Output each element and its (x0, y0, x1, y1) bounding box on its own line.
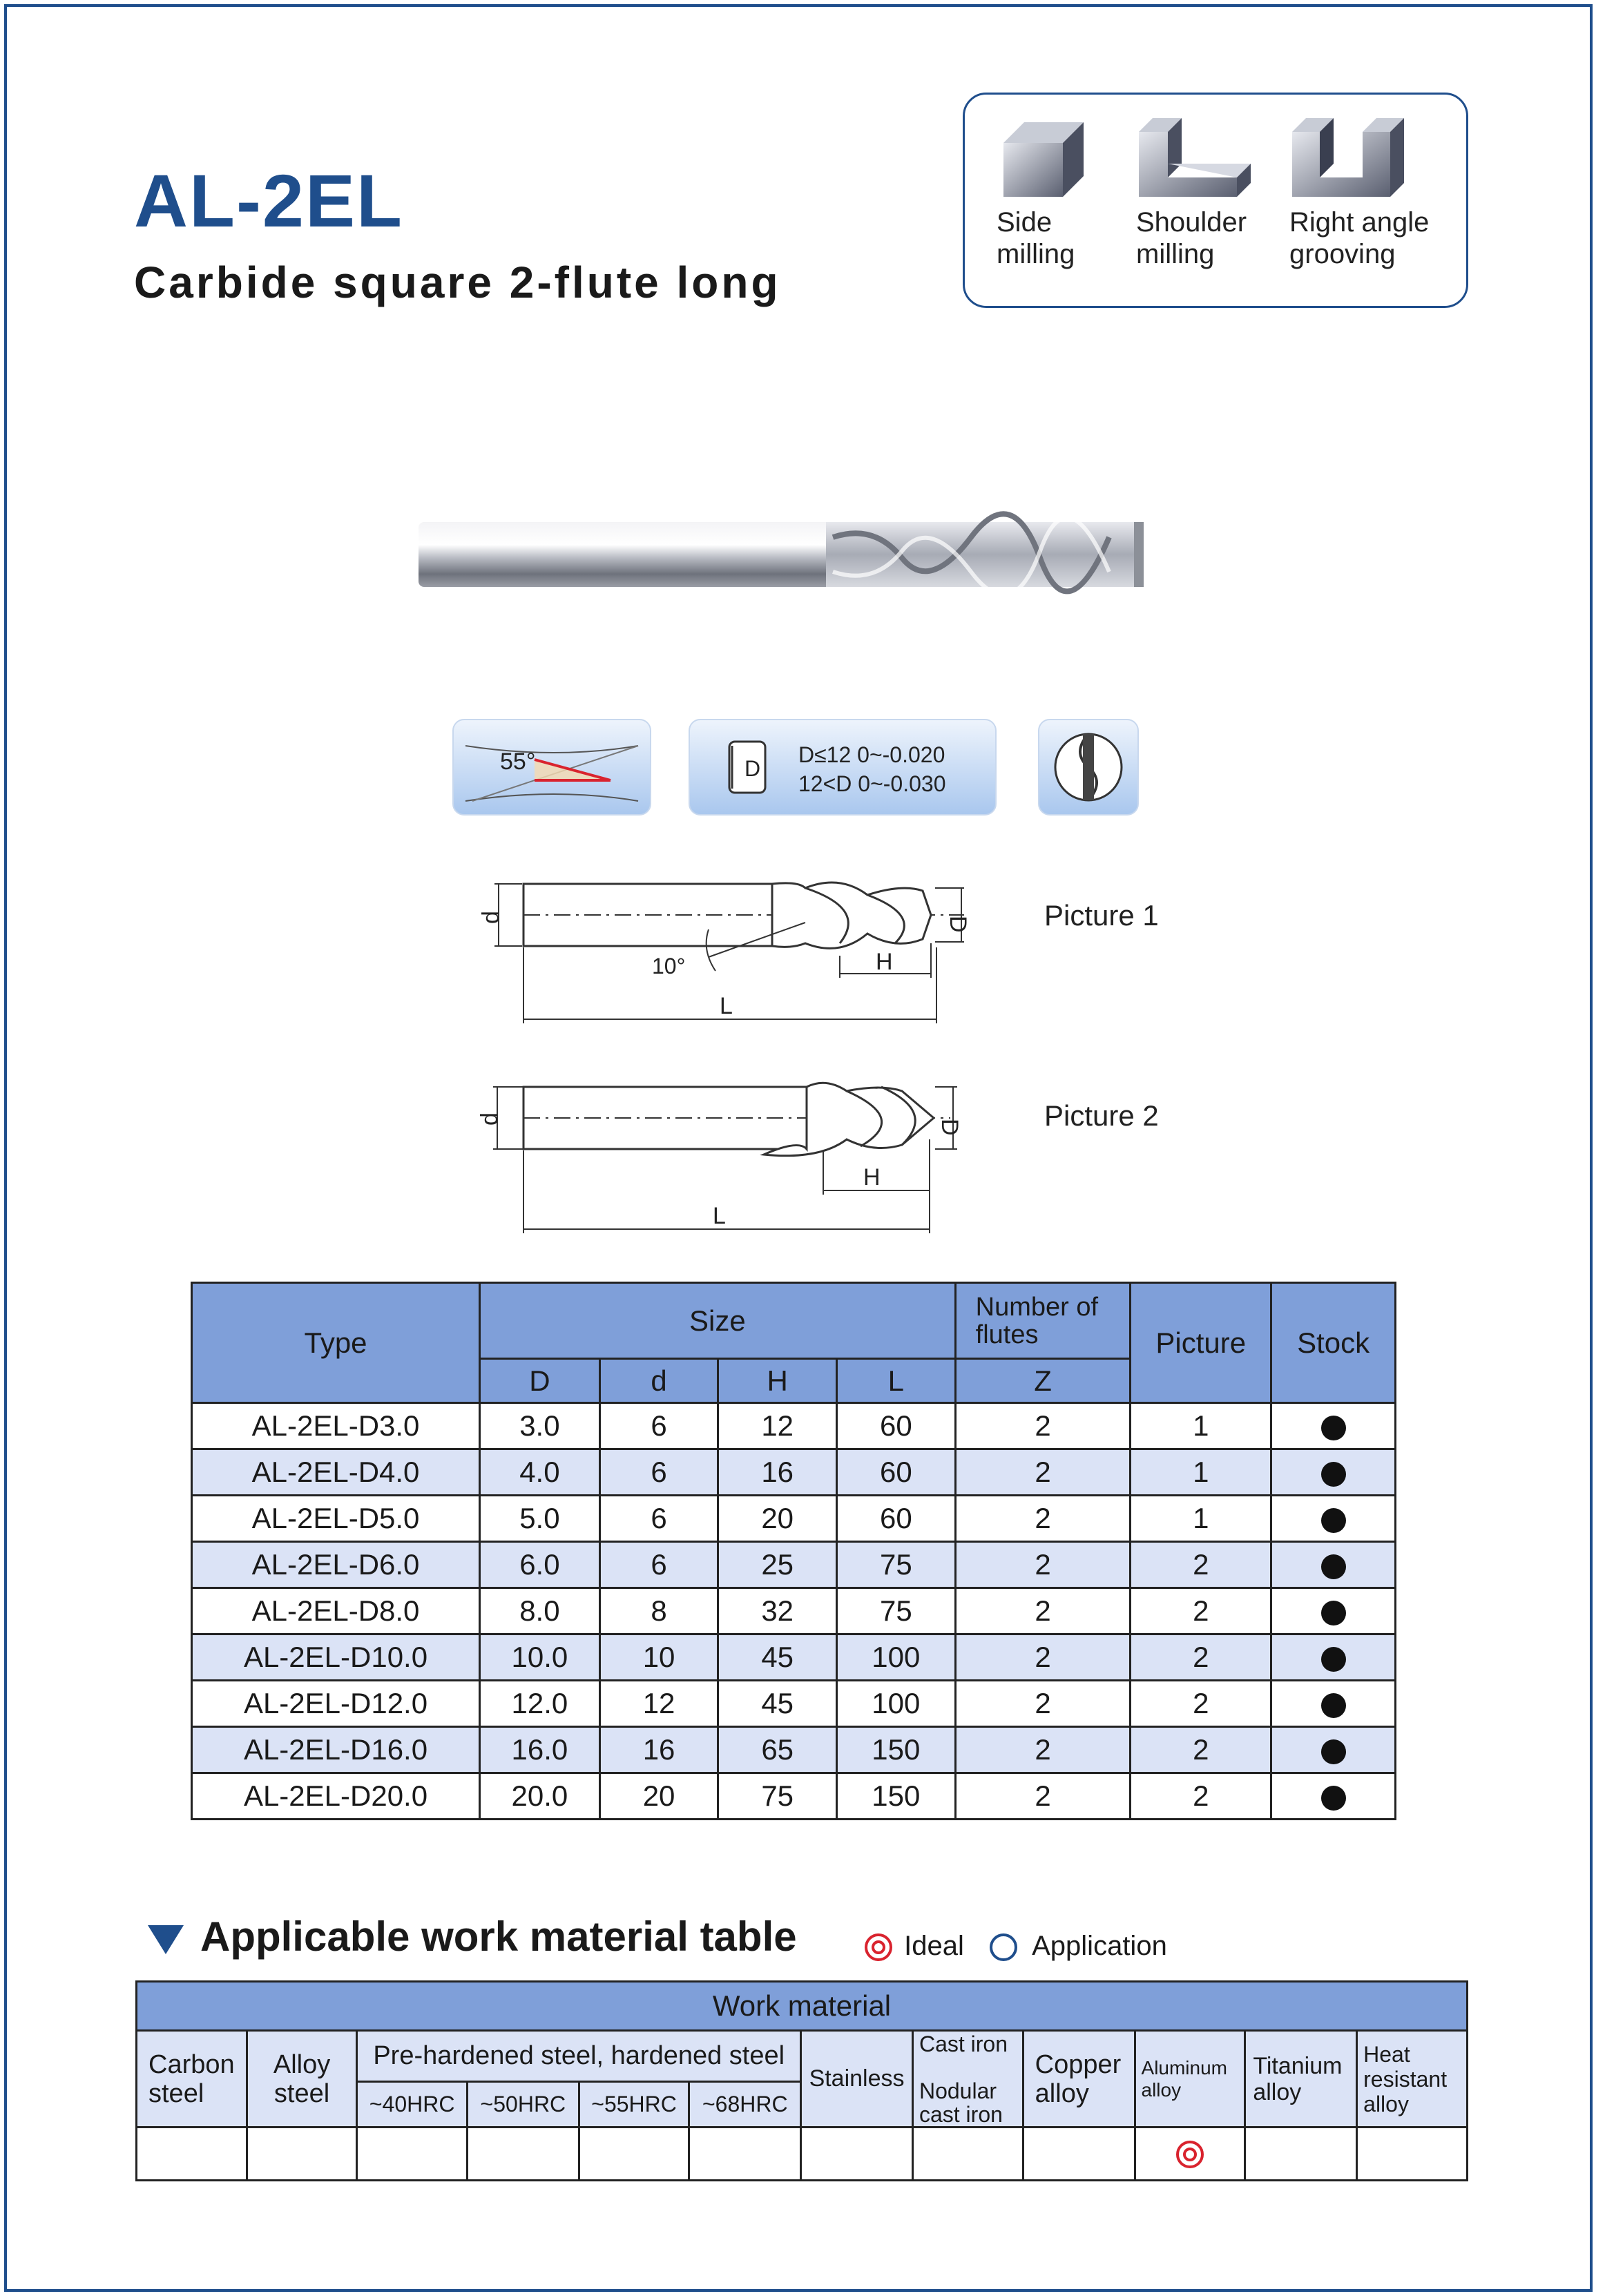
alloy-line1: Alloy (273, 2049, 331, 2079)
picture2-label: Picture 2 (1044, 1099, 1159, 1132)
end-mill-photo (419, 517, 1144, 592)
cell-stock (1271, 1496, 1396, 1542)
cell-stock (1271, 1588, 1396, 1634)
header-prehardened: Pre-hardened steel, hardened steel (357, 2031, 801, 2082)
ideal-double-circle-icon (1176, 2141, 1204, 2168)
header-stainless: Stainless (801, 2031, 913, 2128)
titanium-line1: Titanium (1253, 2052, 1343, 2079)
cell-L: 60 (836, 1449, 955, 1496)
rating-cast-iron (912, 2128, 1023, 2181)
cell-type: AL-2EL-D8.0 (192, 1588, 480, 1634)
work-material-header: Work material (137, 1982, 1468, 2031)
cell-type: AL-2EL-D10.0 (192, 1634, 480, 1681)
cast-line2: Nodular (919, 2078, 997, 2103)
cell-L: 60 (836, 1403, 955, 1449)
mode-grooving-line2: grooving (1289, 239, 1396, 269)
cell-H: 12 (718, 1403, 837, 1449)
aluminum-line2: alloy (1141, 2078, 1182, 2101)
stock-dot-icon (1321, 1462, 1346, 1487)
picture2-d-label: d (477, 1112, 503, 1126)
cell-D: 8.0 (480, 1588, 600, 1634)
tolerance-icon (688, 718, 997, 820)
header-titanium-alloy (1245, 2031, 1357, 2128)
rating-heat-resistant-alloy (1357, 2128, 1468, 2181)
header-hrc-55: ~55HRC (579, 2082, 689, 2128)
header-flutes (955, 1283, 1131, 1359)
cell-type: AL-2EL-D4.0 (192, 1449, 480, 1496)
header-hrc-50: ~50HRC (468, 2082, 579, 2128)
cell-stock (1271, 1727, 1396, 1773)
cell-type: AL-2EL-D3.0 (192, 1403, 480, 1449)
copper-line1: Copper (1035, 2049, 1122, 2079)
carbon-line1: Carbon (148, 2049, 235, 2079)
legend-ideal-label: Ideal (904, 1931, 964, 1961)
cell-type: AL-2EL-D20.0 (192, 1773, 480, 1820)
cell-Z: 2 (955, 1681, 1131, 1727)
table-row (192, 1588, 1396, 1634)
cell-L: 150 (836, 1773, 955, 1820)
heat-line3: alloy (1363, 2091, 1409, 2116)
alloy-line2: steel (273, 2078, 330, 2108)
stock-dot-icon (1321, 1786, 1346, 1811)
cell-stock (1271, 1403, 1396, 1449)
cell-d: 20 (599, 1773, 718, 1820)
carbon-line2: steel (148, 2078, 204, 2108)
cell-L: 60 (836, 1496, 955, 1542)
cell-d: 8 (599, 1588, 718, 1634)
header-copper-alloy (1023, 2031, 1135, 2128)
cell-stock (1271, 1773, 1396, 1820)
rating-hrc-55 (579, 2128, 689, 2181)
flute-count-icon (1037, 718, 1140, 820)
tolerance-d-symbol: D (744, 756, 761, 781)
mode-shoulder-line2: milling (1136, 239, 1215, 269)
header-d: d (599, 1359, 718, 1403)
shoulder-milling-icon (1136, 115, 1253, 198)
table-row (192, 1449, 1396, 1496)
legend-application-label: Application (1032, 1931, 1167, 1961)
cell-H: 20 (718, 1496, 837, 1542)
cell-Z: 2 (955, 1588, 1131, 1634)
cell-stock (1271, 1449, 1396, 1496)
mode-side-line2: milling (997, 239, 1075, 269)
rating-hrc-40 (357, 2128, 468, 2181)
picture1-d-label: d (478, 911, 504, 924)
helix-angle-icon (452, 718, 652, 820)
cell-H: 16 (718, 1449, 837, 1496)
cell-type: AL-2EL-D6.0 (192, 1542, 480, 1588)
mode-right-angle-grooving (1289, 115, 1429, 270)
cell-D: 10.0 (480, 1634, 600, 1681)
table-row (192, 1403, 1396, 1449)
table-row (192, 1773, 1396, 1820)
stock-dot-icon (1321, 1416, 1346, 1440)
mode-side-line1: Side (997, 207, 1053, 238)
page-subtitle: Carbide square 2-flute long (134, 258, 781, 307)
picture2-H-label: H (863, 1164, 881, 1190)
cell-H: 45 (718, 1681, 837, 1727)
page-title: AL-2EL (134, 159, 403, 242)
stock-dot-icon (1321, 1508, 1346, 1533)
cell-picture: 2 (1131, 1681, 1271, 1727)
mode-shoulder-milling (1136, 115, 1253, 270)
picture1-label: Picture 1 (1044, 899, 1159, 932)
mode-shoulder-line1: Shoulder (1136, 207, 1247, 238)
cell-L: 150 (836, 1727, 955, 1773)
cell-picture: 2 (1131, 1634, 1271, 1681)
side-milling-icon (997, 115, 1086, 198)
cell-Z: 2 (955, 1634, 1131, 1681)
header-L: L (836, 1359, 955, 1403)
cell-d: 6 (599, 1542, 718, 1588)
cell-D: 20.0 (480, 1773, 600, 1820)
cell-L: 100 (836, 1634, 955, 1681)
tolerance-line1: D≤12 0~-0.020 (798, 742, 945, 767)
header-alloy-steel (247, 2031, 356, 2128)
rating-stainless (801, 2128, 913, 2181)
picture1-angle-label: 10° (652, 954, 686, 978)
material-table (135, 1980, 1468, 2181)
stock-dot-icon (1321, 1739, 1346, 1764)
cell-D: 6.0 (480, 1542, 600, 1588)
stock-dot-icon (1321, 1601, 1346, 1625)
cell-D: 3.0 (480, 1403, 600, 1449)
cell-Z: 2 (955, 1773, 1131, 1820)
cell-D: 4.0 (480, 1449, 600, 1496)
cast-line3: cast iron (919, 2101, 1003, 2127)
cell-Z: 2 (955, 1727, 1131, 1773)
rating-aluminum-alloy (1135, 2128, 1245, 2181)
right-angle-grooving-icon (1289, 115, 1421, 198)
cell-H: 25 (718, 1542, 837, 1588)
table-row (192, 1634, 1396, 1681)
header-cast-iron (912, 2031, 1023, 2128)
material-rating-row (137, 2128, 1468, 2181)
copper-line2: alloy (1035, 2078, 1089, 2108)
header-flutes-line1: Number of (975, 1292, 1099, 1322)
picture1-H-label: H (876, 949, 893, 975)
header-type: Type (192, 1283, 480, 1403)
machining-modes-box (963, 93, 1468, 308)
ideal-double-circle-icon (865, 1933, 892, 1961)
header-size: Size (480, 1283, 956, 1359)
tolerance-line2: 12<D 0~-0.030 (798, 771, 946, 796)
cell-d: 6 (599, 1496, 718, 1542)
picture1-D-label: D (945, 916, 971, 933)
cell-picture: 2 (1131, 1542, 1271, 1588)
cell-Z: 2 (955, 1449, 1131, 1496)
cell-d: 10 (599, 1634, 718, 1681)
material-legend (865, 1931, 1167, 1962)
application-circle-icon (990, 1933, 1017, 1961)
cell-d: 6 (599, 1449, 718, 1496)
cell-D: 16.0 (480, 1727, 600, 1773)
cell-H: 32 (718, 1588, 837, 1634)
aluminum-line1: Aluminum (1141, 2056, 1227, 2078)
cell-type: AL-2EL-D12.0 (192, 1681, 480, 1727)
cell-d: 6 (599, 1403, 718, 1449)
cell-stock (1271, 1681, 1396, 1727)
rating-carbon-steel (137, 2128, 247, 2181)
rating-copper-alloy (1023, 2128, 1135, 2181)
rating-alloy-steel (247, 2128, 356, 2181)
cell-Z: 2 (955, 1403, 1131, 1449)
cell-D: 5.0 (480, 1496, 600, 1542)
table-row (192, 1727, 1396, 1773)
helix-angle-text: 55° (500, 749, 536, 775)
rating-titanium-alloy (1245, 2128, 1357, 2181)
stock-dot-icon (1321, 1554, 1346, 1579)
rating-hrc-68 (689, 2128, 801, 2181)
stock-dot-icon (1321, 1693, 1346, 1718)
cell-stock (1271, 1542, 1396, 1588)
cell-D: 12.0 (480, 1681, 600, 1727)
cell-H: 75 (718, 1773, 837, 1820)
cell-stock (1271, 1634, 1396, 1681)
cell-type: AL-2EL-D16.0 (192, 1727, 480, 1773)
cell-d: 12 (599, 1681, 718, 1727)
cell-picture: 2 (1131, 1773, 1271, 1820)
header-heat-resistant-alloy (1357, 2031, 1468, 2128)
cell-L: 75 (836, 1542, 955, 1588)
header-carbon-steel (137, 2031, 247, 2128)
titanium-line2: alloy (1253, 2078, 1302, 2105)
stock-dot-icon (1321, 1647, 1346, 1672)
triangle-down-icon (148, 1925, 184, 1954)
header-Z: Z (955, 1359, 1131, 1403)
cell-L: 100 (836, 1681, 955, 1727)
table-row (192, 1681, 1396, 1727)
cell-Z: 2 (955, 1496, 1131, 1542)
header-hrc-68: ~68HRC (689, 2082, 801, 2128)
cast-line1: Cast iron (919, 2031, 1008, 2056)
cell-H: 65 (718, 1727, 837, 1773)
cell-L: 75 (836, 1588, 955, 1634)
header-stock: Stock (1271, 1283, 1396, 1403)
header-flutes-line2: flutes (975, 1320, 1039, 1349)
header-D: D (480, 1359, 600, 1403)
mode-side-milling (997, 115, 1086, 270)
rating-hrc-50 (468, 2128, 579, 2181)
spec-table (191, 1282, 1396, 1820)
cell-type: AL-2EL-D5.0 (192, 1496, 480, 1542)
cell-picture: 2 (1131, 1588, 1271, 1634)
header-hrc-40: ~40HRC (357, 2082, 468, 2128)
picture1-L-label: L (720, 993, 733, 1019)
material-heading (148, 1913, 797, 1960)
heat-line2: resistant (1363, 2066, 1448, 2092)
cell-Z: 2 (955, 1542, 1131, 1588)
header-picture: Picture (1131, 1283, 1271, 1403)
cell-picture: 2 (1131, 1727, 1271, 1773)
table-row (192, 1542, 1396, 1588)
picture1-drawing (478, 867, 992, 1033)
cell-picture: 1 (1131, 1403, 1271, 1449)
cell-H: 45 (718, 1634, 837, 1681)
header-aluminum-alloy (1135, 2031, 1245, 2128)
picture2-L-label: L (713, 1203, 726, 1229)
heat-line1: Heat (1363, 2041, 1410, 2067)
header-H: H (718, 1359, 837, 1403)
cell-picture: 1 (1131, 1449, 1271, 1496)
cell-d: 16 (599, 1727, 718, 1773)
mode-grooving-line1: Right angle (1289, 207, 1430, 238)
cell-picture: 1 (1131, 1496, 1271, 1542)
material-heading-text: Applicable work material table (200, 1913, 797, 1960)
table-row (192, 1496, 1396, 1542)
picture2-drawing (460, 1070, 971, 1236)
picture2-D-label: D (936, 1119, 963, 1136)
